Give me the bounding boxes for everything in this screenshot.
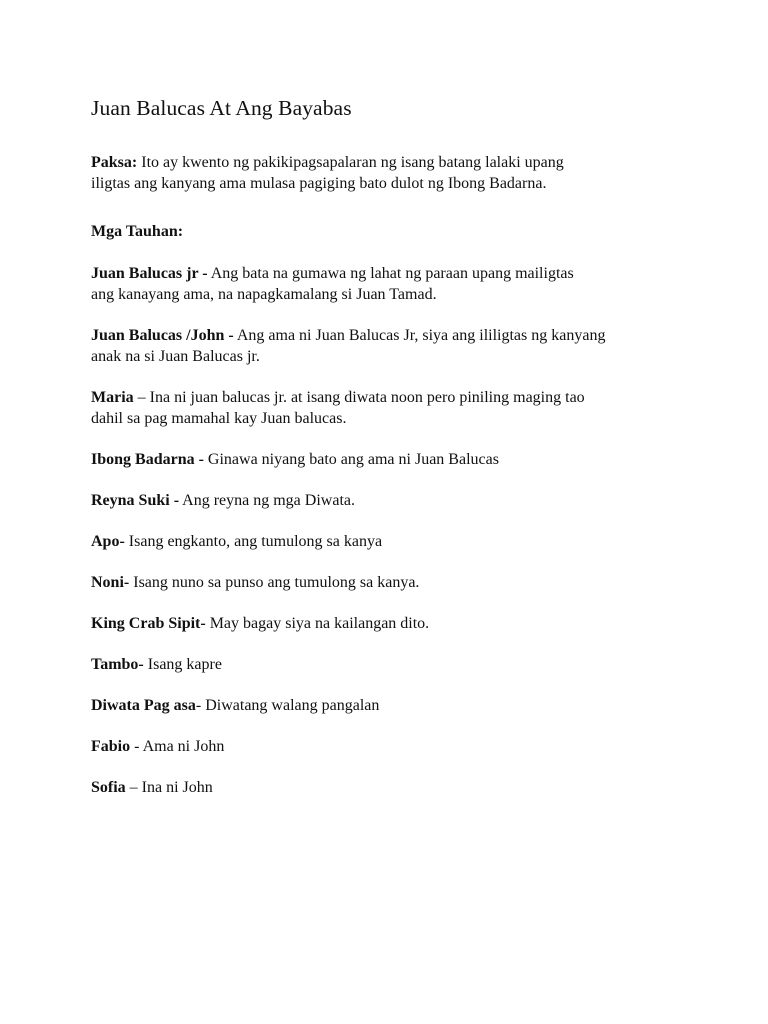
character-entry-fabio bbox=[91, 736, 711, 757]
paksa-label: Paksa: bbox=[91, 154, 138, 171]
character-name: King Crab Sipit- bbox=[91, 615, 206, 632]
character-entry-noni bbox=[91, 572, 711, 593]
character-entry-diwata-pag-asa bbox=[91, 695, 711, 716]
document-title: Juan Balucas At Ang Bayabas bbox=[91, 96, 352, 120]
character-description: Isang kapre bbox=[143, 656, 222, 673]
character-name: Fabio bbox=[91, 738, 131, 755]
character-description-line2: anak na si Juan Balucas jr. bbox=[91, 348, 260, 365]
character-entry-maria bbox=[91, 387, 711, 429]
paksa-paragraph bbox=[91, 152, 711, 194]
character-name: Sofia bbox=[91, 779, 126, 796]
character-entry-reyna-suki bbox=[91, 490, 711, 511]
character-name: Tambo- bbox=[91, 656, 144, 673]
character-entry-ibong-badarna bbox=[91, 449, 711, 470]
character-description: Ginawa niyang bato ang ama ni Juan Balucas bbox=[203, 451, 499, 468]
paksa-text-line1: Ito ay kwento ng pakikipagsapalaran ng isang batang lalaki upang bbox=[137, 154, 564, 171]
character-name: Maria bbox=[91, 389, 134, 406]
character-name: Apo- bbox=[91, 533, 125, 550]
character-entry-apo bbox=[91, 531, 711, 552]
character-description-line2: ang kanayang ama, na napagkamalang si Juan Tamad. bbox=[91, 286, 437, 303]
character-entry-juan-balucas-john bbox=[91, 325, 711, 367]
mga-tauhan-heading bbox=[91, 221, 711, 242]
character-description: - Ama ni John bbox=[130, 738, 225, 755]
character-name: Diwata Pag asa bbox=[91, 697, 196, 714]
character-entry-sofia bbox=[91, 777, 711, 798]
character-description-line1: Ang bata na gumawa ng lahat ng paraan upang mailigtas bbox=[207, 265, 574, 282]
character-name: Ibong Badarna - bbox=[91, 451, 204, 468]
document-page bbox=[91, 94, 711, 798]
character-description: Isang engkanto, ang tumulong sa kanya bbox=[124, 533, 383, 550]
character-entry-juan-balucas-jr bbox=[91, 263, 711, 305]
character-entry-king-crab-sipit bbox=[91, 613, 711, 634]
character-description-line1: – Ina ni juan balucas jr. at isang diwata noon pero piniling maging tao bbox=[133, 389, 585, 406]
character-name: Reyna Suki - bbox=[91, 492, 180, 509]
character-entry-tambo bbox=[91, 654, 711, 675]
character-description: May bagay siya na kailangan dito. bbox=[205, 615, 430, 632]
character-description-line2: dahil sa pag mamahal kay Juan balucas. bbox=[91, 410, 347, 427]
character-description: Isang nuno sa punso ang tumulong sa kanya. bbox=[129, 574, 420, 591]
character-name: Noni- bbox=[91, 574, 130, 591]
character-name: Juan Balucas /John - bbox=[91, 327, 234, 344]
mga-tauhan-label: Mga Tauhan: bbox=[91, 223, 184, 240]
character-description-line1: Ang ama ni Juan Balucas Jr, siya ang ililigtas ng kanyang bbox=[233, 327, 606, 344]
character-description: - Diwatang walang pangalan bbox=[195, 697, 380, 714]
character-name: Juan Balucas jr - bbox=[91, 265, 208, 282]
character-description: – Ina ni John bbox=[125, 779, 213, 796]
character-description: Ang reyna ng mga Diwata. bbox=[179, 492, 355, 509]
paksa-text-line2: iligtas ang kanyang ama mulasa pagiging bato dulot ng Ibong Badarna. bbox=[91, 175, 547, 192]
